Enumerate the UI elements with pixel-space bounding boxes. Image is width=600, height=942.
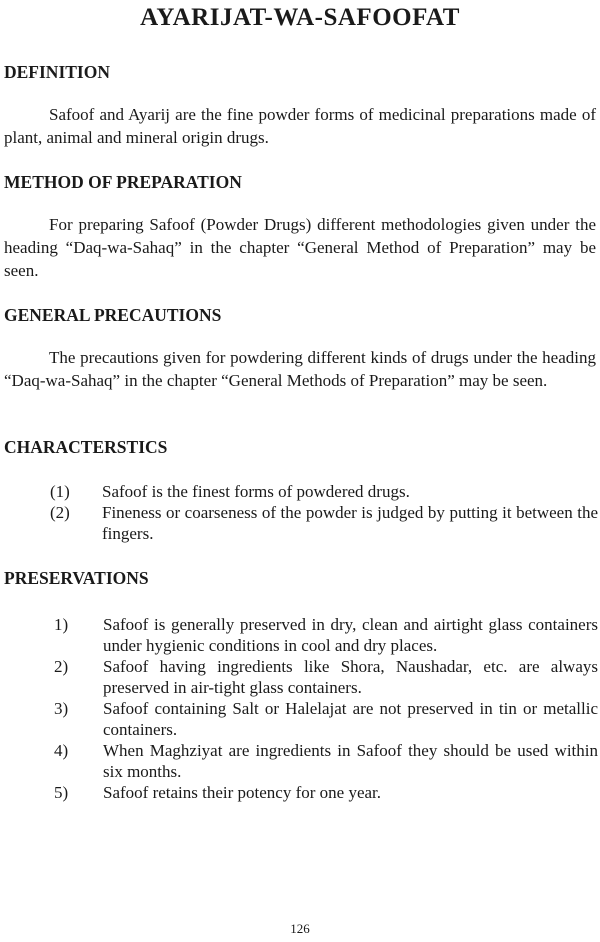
characteristics-list	[4, 481, 598, 544]
list-item	[4, 740, 598, 782]
item-number: (2)	[50, 503, 70, 522]
list-item	[4, 698, 598, 740]
item-text: When Maghziyat are ingredients in Safoof they should be used within six months.	[103, 741, 598, 781]
item-number: 1)	[54, 615, 69, 634]
page-number: 126	[290, 921, 310, 936]
precautions-text: The precautions given for powdering different kinds of drugs under the heading “Daq-wa-Sahaq” in the chapter “General Methods of Preparation” may be seen.	[4, 348, 596, 390]
list-item	[4, 614, 598, 656]
list-item	[4, 481, 598, 502]
item-number: 4)	[54, 741, 69, 760]
method-heading: METHOD OF PREPARATION	[4, 172, 242, 192]
item-number: 5)	[54, 783, 69, 802]
list-item	[4, 656, 598, 698]
precautions-paragraph	[4, 346, 596, 392]
item-text: Safoof retains their potency for one year.	[103, 783, 382, 802]
characteristics-heading: CHARACTERSTICS	[4, 437, 168, 457]
item-number: 3)	[54, 699, 69, 718]
definition-paragraph	[4, 103, 596, 149]
item-text: Fineness or coarseness of the powder is judged by putting it between the fingers.	[102, 503, 598, 543]
definition-text: Safoof and Ayarij are the fine powder forms of medicinal preparations made of plant, animal and mineral origin drugs.	[4, 105, 596, 147]
list-item	[4, 782, 598, 803]
item-text: Safoof is the finest forms of powdered drugs.	[102, 482, 410, 501]
item-number: 2)	[54, 657, 69, 676]
method-text: For preparing Safoof (Powder Drugs) different methodologies given under the heading “Daq-wa-Sahaq” in the chapter “General Method of Preparation” may be seen.	[4, 215, 596, 280]
precautions-heading: GENERAL PRECAUTIONS	[4, 305, 222, 325]
preservations-heading: PRESERVATIONS	[4, 568, 149, 588]
item-text: Safoof containing Salt or Halelajat are not preserved in tin or metallic containers.	[103, 699, 598, 739]
item-text: Safoof having ingredients like Shora, Naushadar, etc. are always preserved in air-tight glass containers.	[103, 657, 598, 697]
item-number: (1)	[50, 482, 70, 501]
method-paragraph	[4, 213, 596, 282]
preservations-list	[4, 614, 598, 803]
list-item	[4, 502, 598, 544]
definition-heading: DEFINITION	[4, 62, 110, 82]
item-text: Safoof is generally preserved in dry, clean and airtight glass containers under hygienic conditions in cool and dry places.	[103, 615, 598, 655]
page-title: AYARIJAT-WA-SAFOOFAT	[140, 4, 460, 31]
